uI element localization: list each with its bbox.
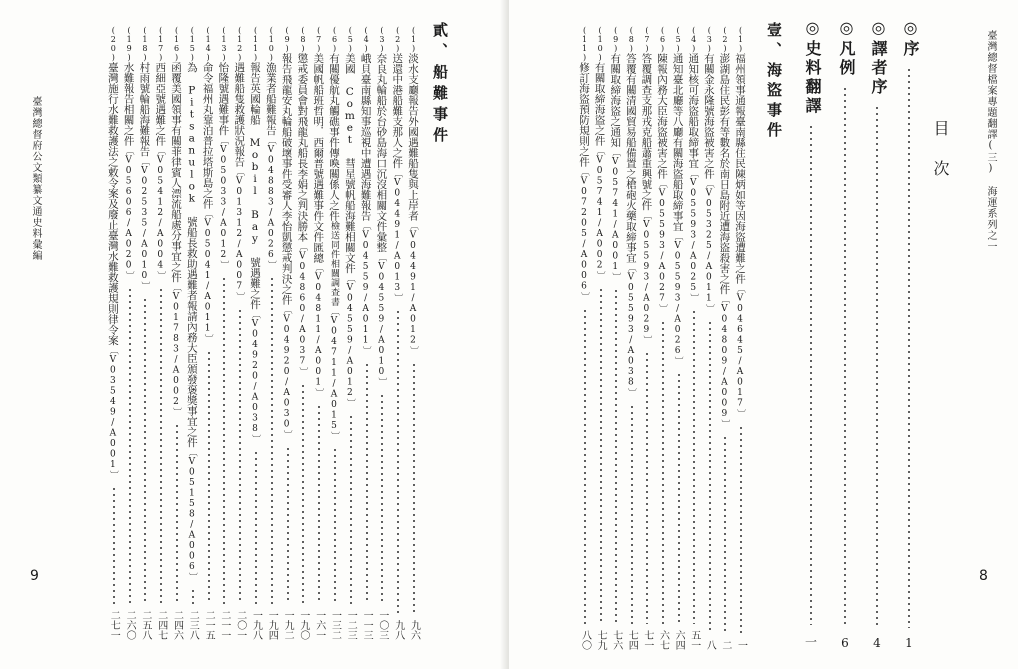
- toc-entry[interactable]: [265, 26, 279, 640]
- entry-number: (14): [203, 26, 213, 62]
- dot-leader: [662, 320, 664, 625]
- front-matter-entry[interactable]: [835, 18, 855, 650]
- entry-page-number: 二〇一: [234, 610, 246, 640]
- entry-title: 美國 Comet 彗星號帆船海難相關文件: [343, 53, 356, 274]
- entry-number: (10): [595, 26, 605, 62]
- entry-text: [594, 26, 605, 281]
- entry-number: (20): [108, 26, 118, 62]
- front-matter-entry[interactable]: [899, 18, 919, 650]
- entry-code: 〔V04559/A011〕: [360, 221, 371, 356]
- entry-page-number: 一二三: [345, 610, 357, 640]
- entry-page-number: 七六: [610, 630, 622, 650]
- front-matter-entry[interactable]: [801, 18, 821, 650]
- dot-leader: [223, 276, 225, 604]
- entry-title: 福州領事通報臺南縣住民陳炳如等因海盜遭難之件: [734, 53, 747, 284]
- entry-text: [265, 26, 276, 270]
- entry-code: 〔V05593/A026〕: [672, 231, 683, 366]
- toc-entry[interactable]: [407, 26, 421, 640]
- entry-page-number: 二一一: [218, 610, 230, 640]
- dot-leader: [302, 383, 304, 605]
- dot-leader: [844, 86, 846, 628]
- entry-text: [217, 26, 228, 270]
- entry-title: 答覆調查支那戎克船蕭重興號之件: [640, 53, 653, 211]
- toc-entry[interactable]: [734, 26, 748, 650]
- toc-entry[interactable]: [249, 26, 263, 640]
- entry-title: 命令福州丸靠泊普拉塔斯島之件: [201, 62, 214, 209]
- left-section-title: 貳、船難事件: [431, 22, 449, 148]
- entry-page-number: 二六〇: [124, 610, 136, 640]
- entry-title: 遇難船隻救護狀況報告: [233, 62, 246, 167]
- entry-code: 〔V05741/A002〕: [594, 146, 605, 281]
- entry-text: [609, 26, 620, 282]
- entry-number: (6): [330, 26, 340, 53]
- entry-title: 美國帆船班哲明．西爾普號遇難事件文件匯總: [312, 53, 325, 263]
- entry-title: 有關金永隆號海盜被害之件: [702, 53, 715, 179]
- entry-text: [718, 26, 729, 429]
- entry-code: 〔V05593/A025〕: [688, 168, 699, 303]
- toc-entry[interactable]: [609, 26, 623, 650]
- toc-entry[interactable]: [202, 26, 216, 640]
- entry-page-number: 八: [704, 640, 716, 650]
- entry-text: [296, 26, 307, 377]
- entry-text: [703, 26, 714, 314]
- entry-page-number: 七四: [626, 630, 638, 650]
- entry-text: [360, 26, 371, 356]
- entry-code: 〔V05741/A001〕: [610, 147, 621, 282]
- entry-number: (15): [187, 26, 197, 62]
- toc-entry[interactable]: [391, 26, 405, 640]
- entry-title: 漁業者船難報告: [264, 62, 277, 136]
- front-matter-page: 4: [873, 636, 881, 650]
- toc-entry[interactable]: [217, 26, 231, 640]
- entry-code: 〔V01312/A007〕: [234, 167, 245, 302]
- entry-code: 〔V05325/A011〕: [703, 179, 714, 314]
- entry-title: 有關取締海盜之件: [593, 62, 606, 146]
- dot-leader: [255, 450, 257, 604]
- entry-number: (9): [611, 26, 621, 53]
- entry-page-number: 一〇三: [376, 610, 388, 640]
- entry-text: [123, 26, 134, 281]
- entry-title: 函覆美國領事有關菲律賓人漂流船處分事宜之件: [170, 62, 183, 283]
- toc-entry[interactable]: [672, 26, 686, 650]
- entry-code: 〔V04809/A009〕: [719, 294, 730, 429]
- dot-leader: [366, 362, 368, 605]
- entry-page-number: 二七一: [108, 610, 120, 640]
- entry-page-number: 一三二: [329, 610, 341, 640]
- right-section-title: 壹、海盜事件: [765, 22, 783, 142]
- entry-title: 奈良丸輪船於台砂島海口沉沒相關文件彙整: [375, 53, 388, 253]
- dot-leader: [413, 362, 415, 615]
- dot-leader: [397, 309, 399, 614]
- entry-page-number: 二: [719, 640, 731, 650]
- entry-page-number: 九八: [392, 620, 404, 640]
- entry-title: 答覆有關清國貿易船備置之槍砲火藥取締事宜: [624, 53, 637, 263]
- entry-title: 澎湖島住民彭有等數名於南日島附近遭海盜殺害之件: [718, 53, 731, 295]
- entry-code: 〔V04920/A038〕: [250, 309, 261, 444]
- entry-page-number: 六七: [657, 630, 669, 650]
- entry-code: 〔V05158/A006〕: [186, 447, 197, 582]
- entry-code: 〔V05593/A038〕: [625, 263, 636, 398]
- front-matter-label: ◎序: [901, 18, 920, 59]
- toc-entry[interactable]: [107, 26, 121, 640]
- entry-number: (4): [361, 26, 371, 53]
- toc-entry[interactable]: [233, 26, 247, 640]
- dot-leader: [678, 372, 680, 624]
- toc-entry[interactable]: [375, 26, 389, 640]
- entry-title: 通知核可海盜船取締事宜: [687, 53, 700, 169]
- entry-number: (9): [282, 26, 292, 53]
- entry-text: [640, 26, 651, 345]
- toc-entry[interactable]: [154, 26, 168, 640]
- right-page-number: 8: [979, 568, 988, 584]
- entry-title: 陳報內務大臣海盜被害之件: [656, 53, 669, 179]
- entry-title: 送還中港船難支那人之件: [391, 53, 404, 169]
- entry-text: [672, 26, 683, 366]
- entry-page-number: 二五八: [139, 610, 151, 640]
- entry-code: 〔V04559/A010〕: [376, 252, 387, 387]
- entry-title: 水難報告相關之件: [122, 62, 135, 146]
- entry-page-number: 八〇: [579, 630, 591, 650]
- toc-entry[interactable]: [344, 26, 358, 640]
- dot-leader: [239, 308, 241, 605]
- entry-number: (3): [704, 26, 714, 53]
- entry-number: (13): [219, 26, 229, 62]
- entry-code: 〔V04491/A013〕: [392, 168, 403, 303]
- entry-title: 為 Pitsanulok 號船長救助遇難者報請內務大臣頒發褒獎事宜之件: [185, 62, 198, 448]
- entry-text: [170, 26, 181, 417]
- entry-page-number: 二一五: [203, 610, 215, 640]
- entry-page-number: 二四六: [171, 610, 183, 640]
- entry-text: [328, 26, 339, 441]
- entry-code: 〔V04811/A001〕: [313, 263, 324, 398]
- entry-title: 怡隆號遇難事件: [217, 62, 230, 136]
- entry-title: 修訂海盜預防規則之件: [578, 62, 591, 167]
- toc-entry[interactable]: [656, 26, 670, 650]
- entry-title: 報告英國輪船 Mobil Bay 號遇難之件: [249, 62, 262, 310]
- entry-text: [186, 26, 197, 582]
- entry-number: (7): [642, 26, 652, 53]
- entry-number: (17): [156, 26, 166, 62]
- entry-text: [249, 26, 260, 444]
- entry-number: (11): [251, 26, 261, 62]
- entry-page-number: 一九四: [266, 610, 278, 640]
- dot-leader: [129, 287, 131, 605]
- entry-number: (19): [124, 26, 134, 62]
- dot-leader: [208, 350, 210, 605]
- dot-leader: [600, 287, 602, 625]
- dot-leader: [176, 423, 178, 604]
- toc-entry[interactable]: [138, 26, 152, 640]
- entry-number: (4): [689, 26, 699, 53]
- entry-text: [312, 26, 323, 398]
- entry-code: 〔V02535/A010〕: [139, 156, 150, 291]
- entry-text: [344, 26, 355, 408]
- entry-page-number: 一九〇: [297, 610, 309, 640]
- front-matter-label: ◎凡例: [837, 18, 856, 78]
- entry-text: [202, 26, 213, 344]
- dot-leader: [724, 435, 726, 634]
- dot-leader: [876, 105, 878, 628]
- entry-text: [391, 26, 402, 303]
- entry-code: 〔V04491/A012〕: [408, 221, 419, 356]
- entry-number: (3): [377, 26, 387, 53]
- entry-number: (11): [580, 26, 590, 62]
- dot-leader: [160, 287, 162, 605]
- dot-leader: [908, 67, 910, 628]
- entry-code: 〔V04920/A030〕: [281, 305, 292, 440]
- dot-leader: [709, 320, 711, 635]
- dot-leader: [350, 414, 352, 604]
- toc-entry[interactable]: [312, 26, 326, 640]
- entry-page-number: 七一: [641, 630, 653, 650]
- toc-entry[interactable]: [281, 26, 295, 640]
- entry-code: 〔V05606/A020〕: [123, 146, 134, 281]
- entry-number: (1): [736, 26, 746, 53]
- entry-text: [154, 26, 165, 281]
- entry-text: [578, 26, 589, 302]
- left-page-number: 9: [30, 568, 39, 584]
- entry-page-number: 一六一: [313, 610, 325, 640]
- dot-leader: [693, 309, 695, 624]
- dot-leader: [144, 297, 146, 604]
- entry-title: 有關優航丸觸礁事件傳喚關係人之件: [328, 53, 341, 221]
- entry-text: [107, 26, 118, 480]
- entry-number: (10): [266, 26, 276, 62]
- entry-number: (18): [140, 26, 150, 62]
- entry-code: 〔V04860/A037〕: [297, 242, 308, 377]
- entry-text: [375, 26, 386, 387]
- entry-number: (1): [409, 26, 419, 53]
- dot-leader: [318, 404, 320, 605]
- entry-text: [687, 26, 698, 303]
- entry-code: 〔V01783/A002〕: [171, 282, 182, 417]
- entry-number: (7): [314, 26, 324, 53]
- toc-entry[interactable]: [328, 26, 342, 640]
- dot-leader: [334, 447, 336, 604]
- entry-number: (6): [658, 26, 668, 53]
- entry-number: (2): [393, 26, 403, 53]
- entry-title: 臺灣施行水難救護法之敕令案及廢止臺灣水難救護規則律令案: [106, 62, 119, 346]
- entry-number: (8): [298, 26, 308, 53]
- toc-title: 目 次: [931, 120, 950, 180]
- dot-leader: [810, 124, 812, 625]
- entry-page-number: 一九二: [282, 610, 294, 640]
- toc-entry[interactable]: [360, 26, 374, 640]
- entry-text: [625, 26, 636, 398]
- toc-entry[interactable]: [578, 26, 592, 650]
- entry-title: 西細亞號遇難之件: [154, 62, 167, 146]
- entry-code: 〔V04883/A026〕: [265, 135, 276, 270]
- front-matter-label: ◎譯者序: [869, 18, 888, 97]
- entry-code: 〔V05593/A027〕: [657, 179, 668, 314]
- entry-code: 檢送同件相關調查書〔V04711/A015〕: [329, 221, 340, 441]
- entry-page-number: 二四七: [155, 610, 167, 640]
- entry-page-number: 六四: [673, 630, 685, 650]
- entry-title: 村雨號輪船海難報告: [138, 62, 151, 157]
- toc-entry[interactable]: [703, 26, 717, 650]
- entry-code: 〔V05412/A004〕: [155, 146, 166, 281]
- entry-text: [233, 26, 244, 302]
- entry-page-number: 五一: [688, 630, 700, 650]
- dot-leader: [381, 393, 383, 604]
- entry-page-number: 一一三: [361, 610, 373, 640]
- dot-leader: [646, 351, 648, 624]
- dot-leader: [631, 404, 633, 625]
- dot-leader: [271, 276, 273, 604]
- toc-entry[interactable]: [718, 26, 732, 650]
- entry-text: [138, 26, 149, 291]
- dot-leader: [287, 446, 289, 605]
- toc-entry[interactable]: [123, 26, 137, 640]
- entry-number: (2): [720, 26, 730, 53]
- entry-title: 通知臺北廳等八廳有關海盜船取締事宜: [671, 53, 684, 232]
- entry-title: 報告飛龍安丸輪船破壞事件受審人李怡凱懲戒判決之件: [280, 53, 293, 305]
- dot-leader: [584, 308, 586, 625]
- entry-page-number: 一九八: [250, 610, 262, 640]
- entry-code: 〔V05593/A029〕: [641, 210, 652, 345]
- entry-text: [734, 26, 745, 419]
- entry-code: 〔V05033/A012〕: [218, 135, 229, 270]
- entry-code: 〔V07205/A006〕: [579, 167, 590, 302]
- entry-number: (16): [172, 26, 182, 62]
- entry-text: [281, 26, 292, 440]
- front-matter-label: ◎史料翻譯: [803, 18, 822, 116]
- entry-title: 有關取締海盜之通知: [609, 53, 622, 148]
- entry-number: (12): [235, 26, 245, 62]
- entry-code: 〔V05041/A011〕: [202, 209, 213, 344]
- toc-entry[interactable]: [687, 26, 701, 650]
- entry-text: [407, 26, 418, 356]
- entry-page-number: 九六: [408, 620, 420, 640]
- entry-number: (5): [673, 26, 683, 53]
- dot-leader: [740, 425, 742, 635]
- entry-code: 〔V04645/A017〕: [735, 284, 746, 419]
- front-matter-page: 一: [804, 635, 818, 649]
- entry-page-number: 七九: [595, 630, 607, 650]
- entry-code: 〔V03549/A001〕: [107, 345, 118, 480]
- entry-title: 淡水支廳報告外國遇難船隻與上岸者: [407, 53, 420, 221]
- entry-title: 懲戒委員會對飛龍丸船長李娟之判決勝本: [296, 53, 309, 242]
- entry-number: (8): [626, 26, 636, 53]
- front-matter-entry[interactable]: [867, 18, 887, 650]
- entry-title: 峨貝臺南縣知事巡視中遭遇海難報告: [359, 53, 372, 221]
- toc-entry[interactable]: [186, 26, 200, 640]
- entry-text: [656, 26, 667, 314]
- entry-code: 〔V04559/A012〕: [344, 273, 355, 408]
- front-matter-page: 6: [841, 636, 849, 650]
- toc-entry[interactable]: [594, 26, 608, 650]
- right-page: [509, 0, 1018, 669]
- toc-entry[interactable]: [640, 26, 654, 650]
- entry-page-number: 一: [735, 640, 747, 650]
- right-running-head: 臺灣總督檔案專題翻譯(三) 海運系列之一: [985, 30, 996, 252]
- dot-leader: [113, 486, 115, 604]
- front-matter-page: 1: [905, 636, 913, 650]
- toc-entry[interactable]: [625, 26, 639, 650]
- toc-entry[interactable]: [296, 26, 310, 640]
- toc-entry[interactable]: [170, 26, 184, 640]
- dot-leader: [615, 288, 617, 624]
- entry-page-number: 二三八: [187, 610, 199, 640]
- dot-leader: [192, 588, 194, 604]
- left-running-head: 臺灣總督府公文類纂文通史料彙編: [30, 96, 41, 261]
- entry-number: (5): [345, 26, 355, 53]
